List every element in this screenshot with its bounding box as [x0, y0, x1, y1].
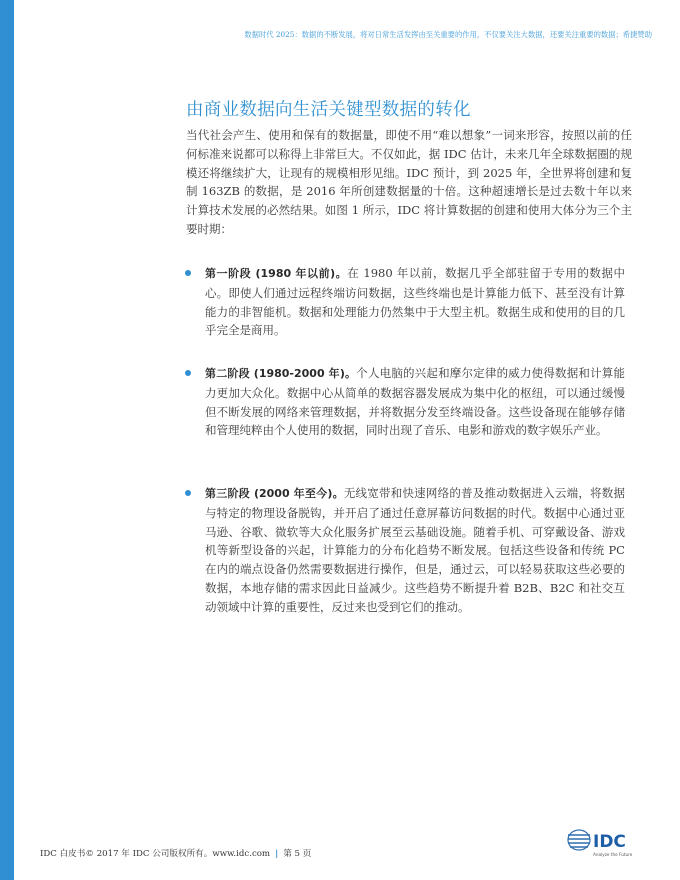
globe-icon	[568, 830, 590, 850]
phase-title: 第三阶段 (2000 年至今)。	[205, 487, 344, 500]
section-heading: 由商业数据向生活关键型数据的转化	[186, 100, 471, 120]
phase-description: 个人电脑的兴起和摩尔定律的威力使得数据和计算能力更加大众化。数据中心从简单的数据容器发展成为集中化的枢纽，可以通过缓慢但不断发展的网络来管理数据，并将数据分发至终端设备。这些设备现在能够存储和管理纯粹由个人使用的数据，同时出现了音乐、电影和游戏的数字娱乐产业。	[205, 366, 625, 438]
page-footer	[40, 847, 311, 859]
logo-brand-text: IDC	[593, 832, 626, 852]
logo-tagline: Analyze the Future	[593, 852, 633, 857]
bullet-dot-icon	[185, 270, 191, 276]
main-content	[186, 98, 632, 239]
left-accent-bar	[0, 0, 14, 880]
idc-logo	[566, 826, 646, 860]
footer-copyright: IDC 白皮书© 2017 年 IDC 公司版权所有。www.idc.com	[40, 849, 271, 859]
list-item	[205, 264, 625, 340]
intro-paragraph: 当代社会产生、使用和保有的数据量，即使不用“难以想象”一词来形容，按照以前的任何标准来说都可以称得上非常巨大。不仅如此，据 IDC 估计，未来几年全球数据圈的规模还将继续扩大，让现有的规模相形见绌。IDC 预计，到 2025 年，全世界将创建和复制 163ZB 的数据，是 2016 年所创建数据量的十倍。这种超速增长是过去数十年以来计算技术发展的必然结果。如图 1 所示，IDC 将计算数据的创建和使用大体分为三个主要时期：	[186, 128, 632, 236]
phase-description: 无线宽带和快速网络的普及推动数据进入云端，将数据与特定的物理设备脱钩，并开启了通过任意屏幕访问数据的时代。数据中心通过亚马逊、谷歌、微软等大众化服务扩展至云基础设施。随着手机、可穿戴设备、游戏机等新型设备的兴起，计算能力的分布化趋势不断发展。包括这些设备和传统 PC 在内的端点设备仍然需要数据进行操作，但是，通过云，可以轻易获取这些必要的数据，本地存储的需求因此日益减少。这些趋势不断提升着 B2B、B2C 和社交互动领域中计算的重要性，反过来也受到它们的推动。	[205, 486, 625, 614]
bullet-dot-icon	[185, 370, 191, 376]
footer-separator: |	[275, 849, 279, 859]
phase-title: 第二阶段 (1980-2000 年)。	[205, 367, 357, 380]
running-header: 数据时代 2025：数据的不断发展，将对日常生活发挥由至关重要的作用，不仅要关注大数据，还要关注重要的数据；希捷赞助	[244, 30, 652, 39]
list-item	[205, 484, 625, 617]
list-item	[205, 364, 625, 440]
phase-title: 第一阶段 (1980 年以前)。	[205, 267, 348, 280]
phase-description: 在 1980 年以前，数据几乎全部驻留于专用的数据中心。即使人们通过远程终端访问数据，这些终端也是计算能力低下、甚至没有计算能力的非智能机。数据和处理能力仍然集中于大型主机。数据生成和使用的目的几乎完全是商用。	[205, 266, 625, 338]
bullet-dot-icon	[185, 490, 191, 496]
page-number: 第 5 页	[283, 849, 312, 859]
